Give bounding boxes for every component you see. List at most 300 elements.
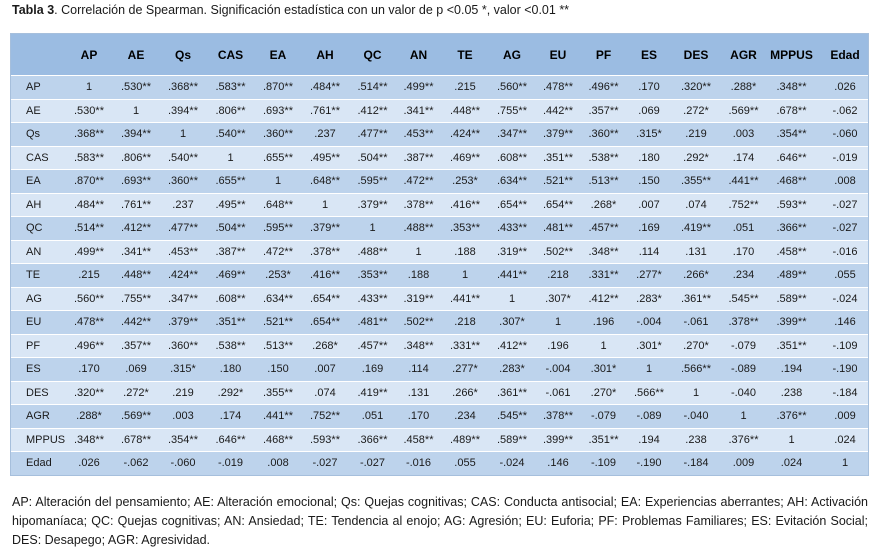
column-header: AH xyxy=(301,34,349,76)
table-cell: .646** xyxy=(206,428,255,452)
column-header: AGR xyxy=(720,34,767,76)
table-cell: 1 xyxy=(66,76,112,100)
table-number: Tabla 3 xyxy=(12,3,55,17)
table-cell: .315* xyxy=(160,358,206,382)
table-cell: .288* xyxy=(720,76,767,100)
table-cell: -.089 xyxy=(626,405,672,429)
table-cell: .341** xyxy=(396,99,441,123)
table-cell: -.027 xyxy=(349,452,396,476)
table-cell: .170 xyxy=(626,76,672,100)
table-cell: .458** xyxy=(396,428,441,452)
table-row xyxy=(11,452,869,476)
table-cell: .051 xyxy=(349,405,396,429)
table-cell: .478** xyxy=(535,76,581,100)
table-cell: .348** xyxy=(581,240,626,264)
table-cell: .560** xyxy=(489,76,535,100)
table-cell: .870** xyxy=(255,76,301,100)
table-cell: .194 xyxy=(626,428,672,452)
table-cell: .654** xyxy=(489,193,535,217)
table-cell: .569** xyxy=(112,405,160,429)
table-cell: .114 xyxy=(396,358,441,382)
table-cell: .469** xyxy=(206,264,255,288)
table-cell: .595** xyxy=(255,217,301,241)
table-cell: .351** xyxy=(535,146,581,170)
table-cell: -.016 xyxy=(816,240,869,264)
table-cell: .301* xyxy=(626,334,672,358)
table-cell: .530** xyxy=(66,99,112,123)
table-cell: .196 xyxy=(535,334,581,358)
table-cell: .655** xyxy=(255,146,301,170)
table-cell: .283* xyxy=(489,358,535,382)
table-cell: .174 xyxy=(206,405,255,429)
table-cell: .146 xyxy=(535,452,581,476)
table-cell: 1 xyxy=(349,217,396,241)
table-cell: .399** xyxy=(767,311,816,335)
table-cell: .146 xyxy=(816,311,869,335)
table-cell: .593** xyxy=(301,428,349,452)
table-cell: -.079 xyxy=(720,334,767,358)
table-cell: .253* xyxy=(255,264,301,288)
table-cell: .502** xyxy=(535,240,581,264)
table-cell: .180 xyxy=(206,358,255,382)
table-cell: .441** xyxy=(441,287,489,311)
table-cell: .188 xyxy=(441,240,489,264)
table-cell: .378** xyxy=(301,240,349,264)
table-cell: -.184 xyxy=(672,452,720,476)
table-cell: .348** xyxy=(767,76,816,100)
table-cell: .478** xyxy=(66,311,112,335)
table-cell: .378** xyxy=(720,311,767,335)
table-cell: -.027 xyxy=(816,217,869,241)
column-header: Edad xyxy=(816,34,869,76)
table-cell: .424** xyxy=(441,123,489,147)
table-cell: .026 xyxy=(816,76,869,100)
table-cell: -.061 xyxy=(672,311,720,335)
table-cell: 1 xyxy=(672,381,720,405)
table-cell: .654** xyxy=(535,193,581,217)
table-cell: .288* xyxy=(66,405,112,429)
table-cell: .055 xyxy=(816,264,869,288)
correlation-table-container xyxy=(10,33,869,476)
table-cell: .589** xyxy=(767,287,816,311)
table-cell: .416** xyxy=(301,264,349,288)
table-cell: .468** xyxy=(767,170,816,194)
table-cell: .488** xyxy=(349,240,396,264)
table-cell: .399** xyxy=(535,428,581,452)
table-cell: .357** xyxy=(112,334,160,358)
table-cell: .215 xyxy=(441,76,489,100)
table-cell: .218 xyxy=(441,311,489,335)
table-cell: 1 xyxy=(441,264,489,288)
table-cell: .678** xyxy=(112,428,160,452)
table-cell: -.024 xyxy=(489,452,535,476)
table-cell: .320** xyxy=(672,76,720,100)
table-cell: .693** xyxy=(255,99,301,123)
table-cell: .481** xyxy=(349,311,396,335)
table-cell: .530** xyxy=(112,76,160,100)
table-cell: .007 xyxy=(301,358,349,382)
table-cell: .074 xyxy=(672,193,720,217)
table-cell: 1 xyxy=(301,193,349,217)
table-cell: .219 xyxy=(160,381,206,405)
column-header: Qs xyxy=(160,34,206,76)
table-cell: .150 xyxy=(255,358,301,382)
table-cell: .292* xyxy=(206,381,255,405)
table-cell: .379** xyxy=(301,217,349,241)
table-cell: .351** xyxy=(206,311,255,335)
row-label: TE xyxy=(11,264,66,288)
table-row xyxy=(11,287,869,311)
table-cell: .489** xyxy=(767,264,816,288)
column-header: MPPUS xyxy=(767,34,816,76)
table-cell: .481** xyxy=(535,217,581,241)
table-cell: .360** xyxy=(160,170,206,194)
header-row xyxy=(11,34,869,76)
table-cell: -.184 xyxy=(816,381,869,405)
row-label: EA xyxy=(11,170,66,194)
column-header: AN xyxy=(396,34,441,76)
table-row xyxy=(11,405,869,429)
table-row xyxy=(11,334,869,358)
table-cell: .504** xyxy=(349,146,396,170)
table-cell: .419** xyxy=(672,217,720,241)
table-cell: .560** xyxy=(66,287,112,311)
table-cell: .292* xyxy=(672,146,720,170)
table-cell: .755** xyxy=(112,287,160,311)
column-header: EA xyxy=(255,34,301,76)
table-cell: .307* xyxy=(489,311,535,335)
table-cell: -.004 xyxy=(535,358,581,382)
table-cell: .495** xyxy=(301,146,349,170)
table-cell: .488** xyxy=(396,217,441,241)
table-cell: .188 xyxy=(396,264,441,288)
table-cell: .347** xyxy=(489,123,535,147)
table-cell: 1 xyxy=(112,99,160,123)
table-cell: .545** xyxy=(720,287,767,311)
table-cell: .196 xyxy=(581,311,626,335)
table-cell: .069 xyxy=(626,99,672,123)
table-cell: .376** xyxy=(720,428,767,452)
table-cell: .477** xyxy=(160,217,206,241)
table-cell: .755** xyxy=(489,99,535,123)
table-cell: .008 xyxy=(816,170,869,194)
table-cell: .319** xyxy=(396,287,441,311)
table-cell: .646** xyxy=(767,146,816,170)
table-cell: .441** xyxy=(720,170,767,194)
table-cell: .514** xyxy=(349,76,396,100)
table-cell: .131 xyxy=(396,381,441,405)
row-label: AE xyxy=(11,99,66,123)
table-cell: .566** xyxy=(626,381,672,405)
table-cell: .484** xyxy=(66,193,112,217)
table-cell: .026 xyxy=(66,452,112,476)
table-cell: .489** xyxy=(441,428,489,452)
table-cell: .870** xyxy=(66,170,112,194)
table-caption xyxy=(12,2,569,18)
table-cell: .521** xyxy=(255,311,301,335)
table-cell: .361** xyxy=(489,381,535,405)
table-cell: .268* xyxy=(581,193,626,217)
table-cell: .024 xyxy=(816,428,869,452)
table-cell: .368** xyxy=(160,76,206,100)
table-cell: .442** xyxy=(535,99,581,123)
table-cell: 1 xyxy=(720,405,767,429)
table-cell: .003 xyxy=(720,123,767,147)
table-cell: .648** xyxy=(255,193,301,217)
table-cell: .351** xyxy=(581,428,626,452)
table-cell: .378** xyxy=(535,405,581,429)
table-cell: .347** xyxy=(160,287,206,311)
table-cell: .237 xyxy=(160,193,206,217)
table-row xyxy=(11,381,869,405)
table-cell: .353** xyxy=(441,217,489,241)
table-cell: .648** xyxy=(301,170,349,194)
table-cell: .237 xyxy=(301,123,349,147)
column-header: TE xyxy=(441,34,489,76)
table-cell: .131 xyxy=(672,240,720,264)
table-row xyxy=(11,76,869,100)
table-cell: 1 xyxy=(767,428,816,452)
row-label: DES xyxy=(11,381,66,405)
table-cell: .806** xyxy=(206,99,255,123)
table-cell: .379** xyxy=(535,123,581,147)
table-cell: .368** xyxy=(66,123,112,147)
table-cell: -.060 xyxy=(160,452,206,476)
column-header: PF xyxy=(581,34,626,76)
table-cell: .442** xyxy=(112,311,160,335)
table-cell: -.079 xyxy=(581,405,626,429)
table-cell: .499** xyxy=(396,76,441,100)
table-cell: 1 xyxy=(255,170,301,194)
column-header: QC xyxy=(349,34,396,76)
table-cell: .051 xyxy=(720,217,767,241)
table-body xyxy=(11,76,869,476)
table-cell: .378** xyxy=(396,193,441,217)
table-cell: .457** xyxy=(581,217,626,241)
table-cell: -.027 xyxy=(816,193,869,217)
row-label: MPPUS xyxy=(11,428,66,452)
table-cell: -.040 xyxy=(720,381,767,405)
table-cell: .272* xyxy=(112,381,160,405)
table-cell: .360** xyxy=(255,123,301,147)
table-cell: .234 xyxy=(441,405,489,429)
table-row xyxy=(11,193,869,217)
table-cell: .270* xyxy=(672,334,720,358)
table-cell: .441** xyxy=(255,405,301,429)
table-cell: .074 xyxy=(301,381,349,405)
table-cell: -.024 xyxy=(816,287,869,311)
table-cell: .366** xyxy=(349,428,396,452)
table-cell: .419** xyxy=(349,381,396,405)
table-cell: .634** xyxy=(255,287,301,311)
row-label: EU xyxy=(11,311,66,335)
table-cell: .114 xyxy=(626,240,672,264)
table-cell: .752** xyxy=(720,193,767,217)
column-header: CAS xyxy=(206,34,255,76)
table-cell: .253* xyxy=(441,170,489,194)
table-cell: -.190 xyxy=(626,452,672,476)
correlation-table xyxy=(11,34,869,476)
table-cell: .484** xyxy=(301,76,349,100)
table-cell: -.089 xyxy=(720,358,767,382)
table-row xyxy=(11,240,869,264)
table-cell: 1 xyxy=(581,334,626,358)
table-cell: .424** xyxy=(160,264,206,288)
table-cell: .341** xyxy=(112,240,160,264)
table-cell: .348** xyxy=(396,334,441,358)
row-label: AG xyxy=(11,287,66,311)
table-cell: .472** xyxy=(396,170,441,194)
table-cell: .678** xyxy=(767,99,816,123)
row-label: Edad xyxy=(11,452,66,476)
table-cell: .394** xyxy=(112,123,160,147)
table-cell: .441** xyxy=(489,264,535,288)
table-cell: .069 xyxy=(112,358,160,382)
header-corner xyxy=(11,34,66,76)
table-row xyxy=(11,146,869,170)
table-row xyxy=(11,264,869,288)
table-cell: .277* xyxy=(441,358,489,382)
table-cell: .583** xyxy=(66,146,112,170)
table-cell: .008 xyxy=(255,452,301,476)
table-cell: .513** xyxy=(581,170,626,194)
table-cell: .024 xyxy=(767,452,816,476)
table-cell: .433** xyxy=(349,287,396,311)
table-cell: .170 xyxy=(720,240,767,264)
table-cell: .007 xyxy=(626,193,672,217)
table-cell: .469** xyxy=(441,146,489,170)
table-cell: .412** xyxy=(581,287,626,311)
table-cell: 1 xyxy=(160,123,206,147)
table-cell: .238 xyxy=(672,428,720,452)
table-cell: .268* xyxy=(301,334,349,358)
table-cell: .545** xyxy=(489,405,535,429)
table-cell: .569** xyxy=(720,99,767,123)
table-row xyxy=(11,170,869,194)
table-cell: .540** xyxy=(160,146,206,170)
table-row xyxy=(11,123,869,147)
row-label: ES xyxy=(11,358,66,382)
table-cell: .394** xyxy=(160,99,206,123)
table-cell: .589** xyxy=(489,428,535,452)
table-cell: .453** xyxy=(160,240,206,264)
table-cell: -.019 xyxy=(816,146,869,170)
table-cell: -.016 xyxy=(396,452,441,476)
row-label: AH xyxy=(11,193,66,217)
table-cell: .361** xyxy=(672,287,720,311)
table-cell: .331** xyxy=(581,264,626,288)
column-header: AP xyxy=(66,34,112,76)
column-header: AE xyxy=(112,34,160,76)
table-cell: 1 xyxy=(816,452,869,476)
column-header: AG xyxy=(489,34,535,76)
table-cell: .331** xyxy=(441,334,489,358)
table-cell: 1 xyxy=(489,287,535,311)
table-cell: .752** xyxy=(301,405,349,429)
table-cell: .270* xyxy=(581,381,626,405)
table-cell: .169 xyxy=(626,217,672,241)
row-label: PF xyxy=(11,334,66,358)
table-cell: .634** xyxy=(489,170,535,194)
row-label: AP xyxy=(11,76,66,100)
table-cell: .272* xyxy=(672,99,720,123)
table-cell: .433** xyxy=(489,217,535,241)
table-cell: .266* xyxy=(672,264,720,288)
table-cell: .215 xyxy=(66,264,112,288)
table-cell: .376** xyxy=(767,405,816,429)
table-cell: .608** xyxy=(489,146,535,170)
table-cell: .513** xyxy=(255,334,301,358)
table-cell: .453** xyxy=(396,123,441,147)
table-cell: .472** xyxy=(255,240,301,264)
table-cell: -.062 xyxy=(112,452,160,476)
column-header: DES xyxy=(672,34,720,76)
table-cell: -.040 xyxy=(672,405,720,429)
table-row xyxy=(11,428,869,452)
table-cell: .379** xyxy=(160,311,206,335)
table-cell: .234 xyxy=(720,264,767,288)
table-cell: .514** xyxy=(66,217,112,241)
table-cell: .608** xyxy=(206,287,255,311)
table-cell: .170 xyxy=(396,405,441,429)
table-cell: .654** xyxy=(301,311,349,335)
table-row xyxy=(11,217,869,241)
table-cell: .457** xyxy=(349,334,396,358)
table-cell: .412** xyxy=(489,334,535,358)
table-cell: .218 xyxy=(535,264,581,288)
table-cell: .174 xyxy=(720,146,767,170)
table-cell: .355** xyxy=(672,170,720,194)
table-cell: .266* xyxy=(441,381,489,405)
table-cell: .357** xyxy=(581,99,626,123)
table-cell: .353** xyxy=(349,264,396,288)
table-cell: -.061 xyxy=(535,381,581,405)
table-cell: .595** xyxy=(349,170,396,194)
table-cell: 1 xyxy=(535,311,581,335)
table-cell: -.190 xyxy=(816,358,869,382)
table-cell: .412** xyxy=(349,99,396,123)
table-cell: .538** xyxy=(581,146,626,170)
table-cell: .566** xyxy=(672,358,720,382)
table-cell: .354** xyxy=(767,123,816,147)
table-cell: .307* xyxy=(535,287,581,311)
table-cell: .301* xyxy=(581,358,626,382)
table-cell: .354** xyxy=(160,428,206,452)
table-cell: .238 xyxy=(767,381,816,405)
table-cell: .654** xyxy=(301,287,349,311)
table-cell: 1 xyxy=(626,358,672,382)
table-cell: .277* xyxy=(626,264,672,288)
column-header: EU xyxy=(535,34,581,76)
table-cell: -.109 xyxy=(816,334,869,358)
row-label: Qs xyxy=(11,123,66,147)
table-cell: .387** xyxy=(396,146,441,170)
table-cell: .348** xyxy=(66,428,112,452)
table-cell: .458** xyxy=(767,240,816,264)
row-label: AGR xyxy=(11,405,66,429)
table-cell: .495** xyxy=(206,193,255,217)
table-cell: .170 xyxy=(66,358,112,382)
table-cell: .351** xyxy=(767,334,816,358)
table-cell: .416** xyxy=(441,193,489,217)
table-cell: 1 xyxy=(206,146,255,170)
table-cell: .283* xyxy=(626,287,672,311)
table-cell: -.062 xyxy=(816,99,869,123)
table-cell: -.004 xyxy=(626,311,672,335)
table-cell: .496** xyxy=(581,76,626,100)
table-cell: .360** xyxy=(160,334,206,358)
table-cell: .180 xyxy=(626,146,672,170)
